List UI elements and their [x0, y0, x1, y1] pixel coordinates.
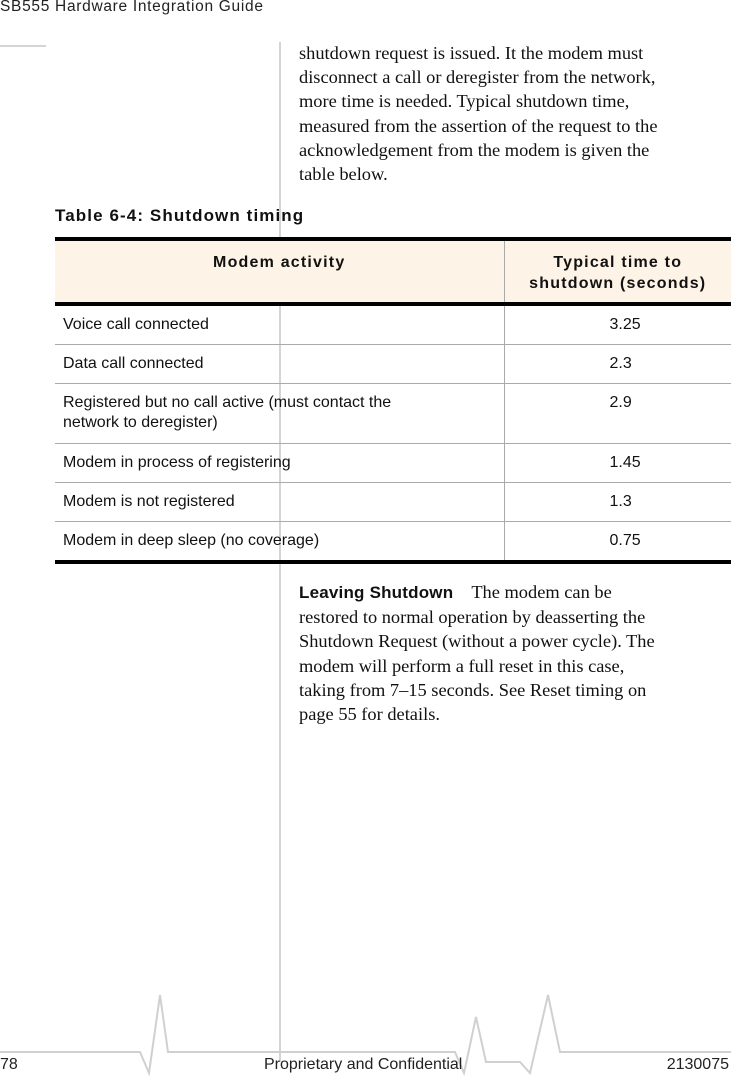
activity-cell: Modem in deep sleep (no coverage)	[63, 532, 320, 549]
table-row	[55, 345, 731, 384]
section-heading: Leaving Shutdown	[299, 583, 454, 602]
activity-cell: Data call connected	[55, 345, 504, 384]
time-cell: 3.25	[504, 304, 731, 345]
document-number: 2130075	[666, 1056, 729, 1073]
time-cell: 0.75	[504, 522, 731, 563]
column-header-activity: Modem activity	[55, 239, 504, 304]
activity-cell: Voice call connected	[55, 304, 504, 345]
footer-confidentiality: Proprietary and Confidential	[264, 1056, 463, 1073]
table-row	[55, 483, 731, 522]
table-row	[55, 304, 731, 345]
table-title: Table 6-4: Shutdown timing	[55, 206, 305, 225]
activity-cell: Modem in process of registering	[55, 444, 504, 483]
time-cell: 2.3	[504, 345, 731, 384]
time-cell: 1.3	[504, 483, 731, 522]
column-header-time: Typical time to shutdown (seconds)	[504, 239, 731, 304]
table-header-row	[55, 239, 731, 304]
intro-paragraph: shutdown request is issued. It the modem must disconnect a call or deregister from the network, more time is needed. Typical shutdown time, measured from the assertion of the request to the acknowledgement from the modem is given the table below.	[299, 43, 658, 185]
page-number: 78	[0, 1056, 18, 1073]
shutdown-timing-table	[55, 237, 731, 564]
running-header: SB555 Hardware Integration Guide	[0, 0, 264, 15]
activity-cell: Registered but no call active (must contact the network to deregister)	[55, 384, 504, 444]
table-row	[55, 522, 731, 563]
leaving-shutdown-section	[299, 580, 731, 726]
time-cell: 2.9	[504, 384, 731, 444]
section-body: The modem can be restored to normal operation by deasserting the Shutdown Request (without a power cycle). The modem will perform a full reset in this case, taking from 7–15 seconds. See Reset timing on page 55 for details.	[299, 582, 655, 725]
activity-cell: Modem is not registered	[55, 483, 504, 522]
table-row	[55, 444, 731, 483]
table-row	[55, 384, 731, 444]
time-cell: 1.45	[504, 444, 731, 483]
header-rule	[0, 45, 46, 47]
